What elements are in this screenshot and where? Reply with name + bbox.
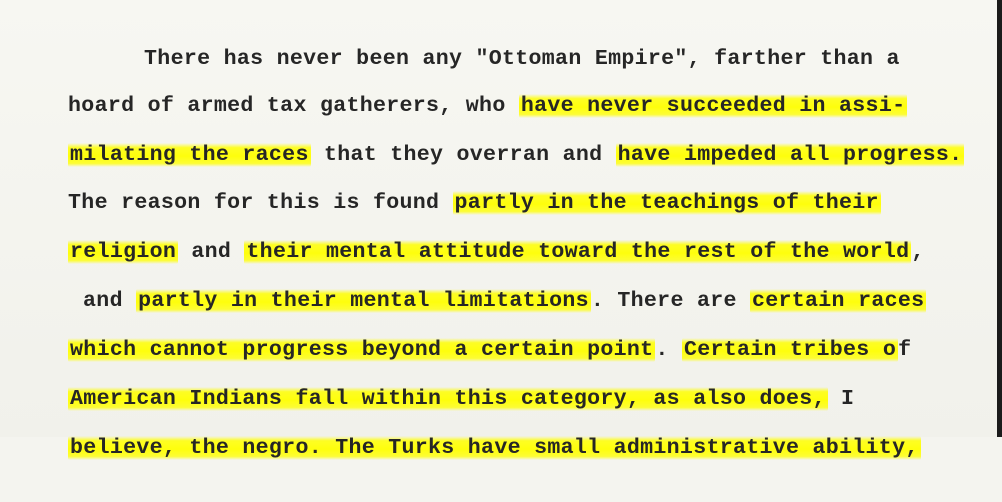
text-line-9 xyxy=(15,394,921,460)
text-line-6 xyxy=(30,247,926,313)
text-run: and xyxy=(83,289,137,313)
highlighted-text-run: certain races xyxy=(752,289,925,313)
text-run: The reason for this is found xyxy=(68,191,453,215)
highlighted-text-run: which cannot progress beyond a certain point xyxy=(70,338,654,362)
highlighted-text-run: their mental attitude toward the rest of the world xyxy=(246,240,910,264)
text-line-5 xyxy=(15,198,925,264)
highlighted-text-run: American Indians fall within this category, as also does, xyxy=(70,387,826,411)
text-run: . There are xyxy=(590,289,750,313)
text-line-1 xyxy=(91,5,900,71)
text-line-7 xyxy=(15,296,912,362)
highlighted-text-run: religion xyxy=(70,240,177,264)
highlighted-text-run: milating the races xyxy=(70,143,309,167)
text-run: and xyxy=(178,240,245,264)
text-run: that they overran and xyxy=(310,143,616,167)
text-line-2 xyxy=(15,52,907,118)
page-edge-shadow xyxy=(997,0,1002,437)
text-run: . xyxy=(655,338,682,362)
text-line-3 xyxy=(15,101,964,167)
text-run: I xyxy=(827,387,855,411)
text-run: , xyxy=(911,240,925,264)
highlighted-text-run: partly in their mental limitations xyxy=(138,289,589,313)
text-line-4 xyxy=(15,149,881,215)
highlighted-text-run: Certain tribes o xyxy=(683,338,897,362)
highlighted-text-run: believe, the negro. The Turks have small administrative ability, xyxy=(70,436,919,460)
text-line-8 xyxy=(15,345,855,411)
highlighted-text-run: have impeded all progress. xyxy=(617,143,963,167)
text-run: f xyxy=(898,338,912,362)
highlighted-text-run: have never succeeded in assi- xyxy=(520,94,906,118)
text-run: hoard of armed tax gatherers, who xyxy=(68,94,519,118)
text-run: There has never been any "Ottoman Empire", farther than a xyxy=(144,47,900,71)
highlighted-text-run: partly in the teachings of their xyxy=(454,191,879,215)
